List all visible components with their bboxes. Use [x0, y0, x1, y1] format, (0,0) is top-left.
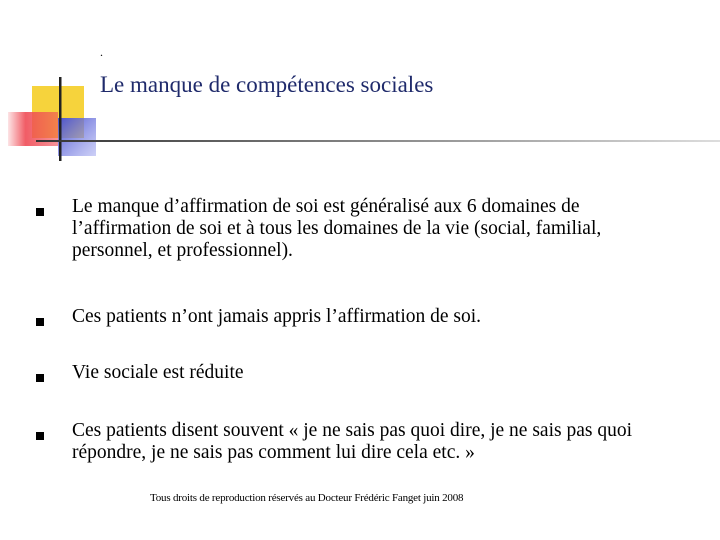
title-dot: . — [100, 45, 103, 59]
bullet-item-4 — [36, 420, 662, 464]
bullet-text: Ces patients n’ont jamais appris l’affirmation de soi. — [72, 306, 482, 327]
slide-title: Le manque de compétences sociales — [100, 72, 434, 97]
blue-square — [58, 118, 96, 156]
bullet-item-3 — [36, 362, 662, 384]
bullet-item-2 — [36, 306, 662, 328]
bullet-item-1 — [36, 196, 662, 262]
horizontal-rule — [36, 140, 720, 142]
bullet-text: Le manque d’affirmation de soi est généralisé aux 6 domaines de l’affirmation de soi et à tous les domaines de la vie (social, familial, personnel, et professionnel). — [72, 196, 602, 261]
bullet-text: Vie sociale est réduite — [72, 362, 244, 383]
square-bullet-icon — [36, 318, 44, 326]
bullet-text: Ces patients disent souvent « je ne sais pas quoi dire, je ne sais pas quoi répondre, je ne sais pas comment lui dire cela etc. » — [72, 420, 632, 463]
square-bullet-icon — [36, 208, 44, 216]
vertical-rule — [59, 77, 62, 161]
copyright-footer: Tous droits de reproduction réservés au Docteur Frédéric Fanget juin 2008 — [150, 492, 464, 504]
square-bullet-icon — [36, 374, 44, 382]
square-bullet-icon — [36, 432, 44, 440]
